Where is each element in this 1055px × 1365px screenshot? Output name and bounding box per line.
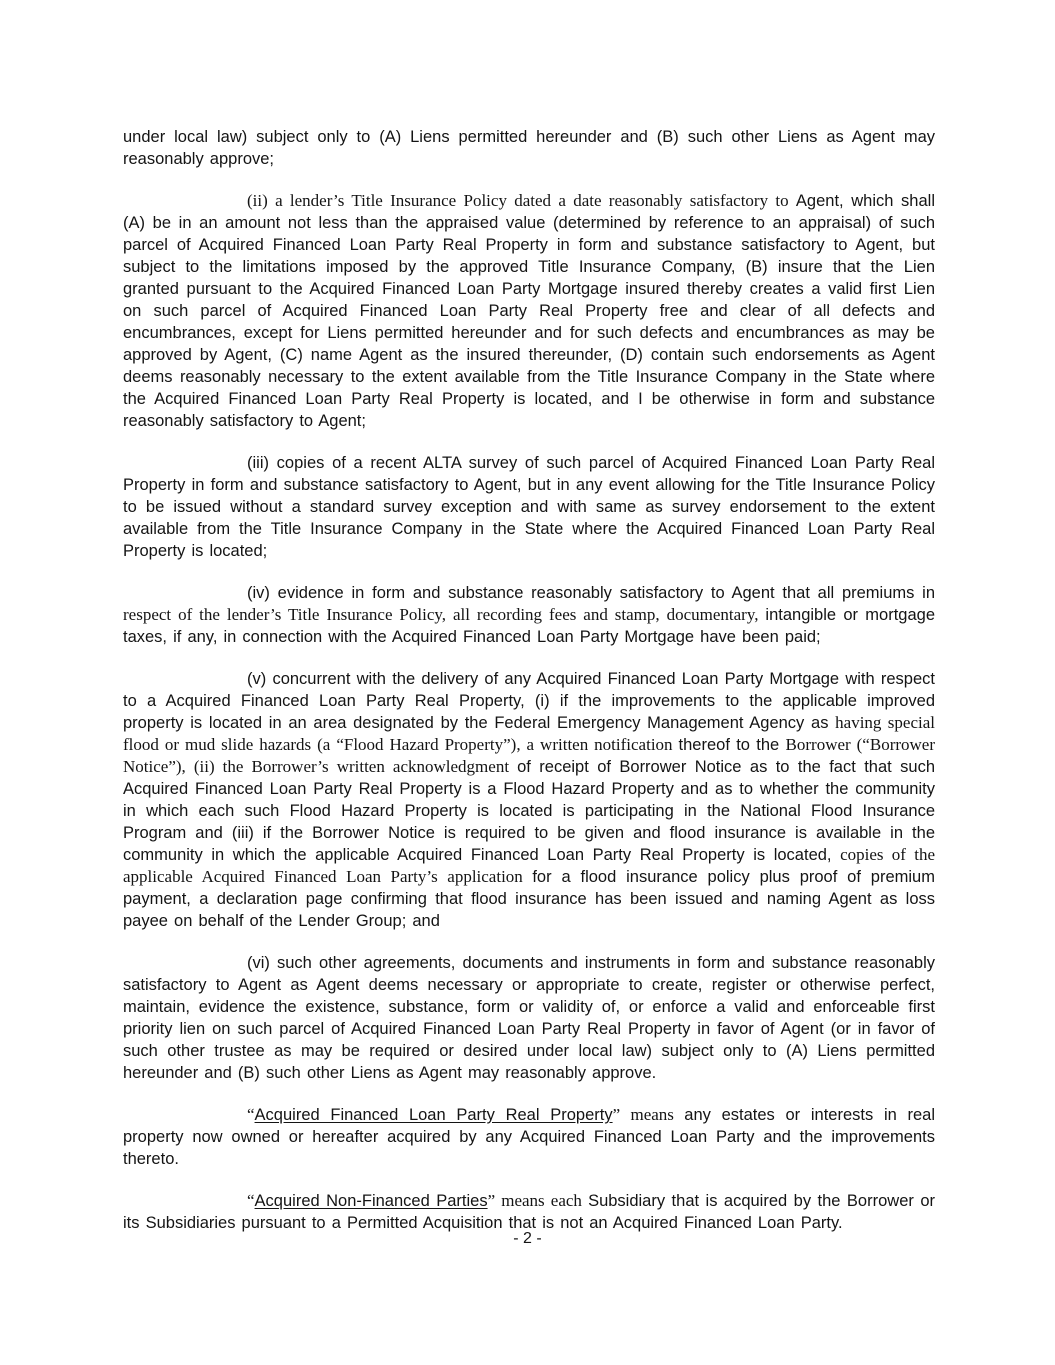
text-run: for a flood insurance policy plus proof of premium payment, a declaration page confirming that flood insurance has been issued and naming Agent as loss payee on behalf of the Lender Group; and <box>123 868 935 930</box>
paragraph <box>123 1104 935 1170</box>
text-run: Subsidiary that is acquired by the Borrower or its Subsidiaries pursuant to a Permitted Acquisition that is not an Acquired Financed Loan Party. <box>123 1192 935 1232</box>
defined-term: Acquired Financed Loan Party Real Property <box>254 1106 613 1124</box>
text-run: (vi) such other agreements, documents and instruments in form and substance reasonably satisfactory to Agent as Agent deems necessary or appropriate to create, register or otherwise perfect, maintain, evidence the existence, substance, form or validity of, or enforce a valid and enforceable first priority lien on such parcel of Acquired Financed Loan Party Real Property in favor of Agent (or in favor of such other trustee as may be required or desired under local law) subject only to (A) Liens permitted hereunder and (B) such other Liens as Agent may reasonably approve. <box>123 954 935 1082</box>
text-run: intangible or mortgage taxes, if any, in connection with the Acquired Financed Loan Party Mortgage have been paid; <box>123 606 935 646</box>
text-run: “ <box>247 1105 255 1124</box>
document-body <box>123 126 935 1254</box>
text-run: having special flood or mud slide hazards (a “Flood Hazard Property”), a written notification <box>123 713 935 754</box>
text-run: ” means <box>612 1105 685 1124</box>
text-run: any estates or interests in real property now owned or hereafter acquired by any Acquired Financed Loan Party and the improvements thereto. <box>123 1106 935 1168</box>
text-run: copies of the applicable Acquired Financed Loan Party’s application <box>123 845 935 886</box>
paragraph <box>123 452 935 562</box>
text-run: of receipt of Borrower Notice as to the fact that such Acquired Financed Loan Party Real Property is a Flood Hazard Property and as to whether the community in which each such Flood Hazard Property is located is participating in the National Flood Insurance Program and (iii) if the Borrower Notice is required to be given and flood insurance is available in the community in which the applicable Acquired Financed Loan Party Real Property is located, <box>123 758 936 864</box>
text-run: “ <box>247 1191 255 1210</box>
text-run: respect of the lender’s Title Insurance Policy, all recording fees and stamp, documentary, <box>123 605 766 624</box>
defined-term: Acquired Non-Financed Parties <box>254 1192 488 1210</box>
text-run: (iv) evidence in form and substance reasonably satisfactory to Agent that all premiums in <box>247 584 935 602</box>
paragraph <box>123 126 935 170</box>
text-run: (iii) copies of a recent ALTA survey of such parcel of Acquired Financed Loan Party Real Property in form and substance satisfactory to Agent, but in any event allowing for the Title Insurance Policy to be issued without a standard survey exception and with same as survey endorsement to the extent available from the Title Insurance Company in the State where the Acquired Financed Loan Party Real Property is located; <box>123 454 935 560</box>
text-run: (v) concurrent with the delivery of any Acquired Financed Loan Party Mortgage with respect to a Acquired Financed Loan Party Real Property, (i) if the improvements to the applicable improved property is located in an area designated by the Federal Emergency Management Agency as <box>123 670 935 732</box>
text-run: under local law) subject only to (A) Liens permitted hereunder and (B) such other Liens as Agent may reasonably approve; <box>123 128 935 168</box>
text-run: (ii) a lender’s Title Insurance Policy dated a date reasonably satisfactory to <box>247 191 796 210</box>
text-run: Borrower (“Borrower Notice”), (ii) the Borrower’s written acknowledgment <box>123 735 935 776</box>
text-run: ” means each <box>487 1191 589 1210</box>
paragraph <box>123 582 935 648</box>
paragraph <box>123 668 935 932</box>
paragraph <box>123 952 935 1084</box>
text-run: thereof to the <box>678 736 786 754</box>
paragraph <box>123 190 935 432</box>
page-number: - 2 - <box>513 1230 542 1247</box>
text-run: Agent, which shall (A) be in an amount not less than the appraised value (determined by reference to an appraisal) of such parcel of Acquired Financed Loan Party Real Property in form and substance satisfactory to Agent, but subject to the limitations imposed by the approved Title Insurance Company, (B) insure that the Lien granted pursuant to the Acquired Financed Loan Party Mortgage insured thereby creates a valid first Lien on such parcel of Acquired Financed Loan Party Real Property free and clear of all defects and encumbrances, except for Liens permitted hereunder and for such defects and encumbrances as may be approved by Agent, (C) name Agent as the insured thereunder, (D) contain such endorsements as Agent deems reasonably necessary to the extent available from the Title Insurance Company in the State where the Acquired Financed Loan Party Real Property is located, and I be otherwise in form and substance reasonably satisfactory to Agent; <box>123 192 935 430</box>
